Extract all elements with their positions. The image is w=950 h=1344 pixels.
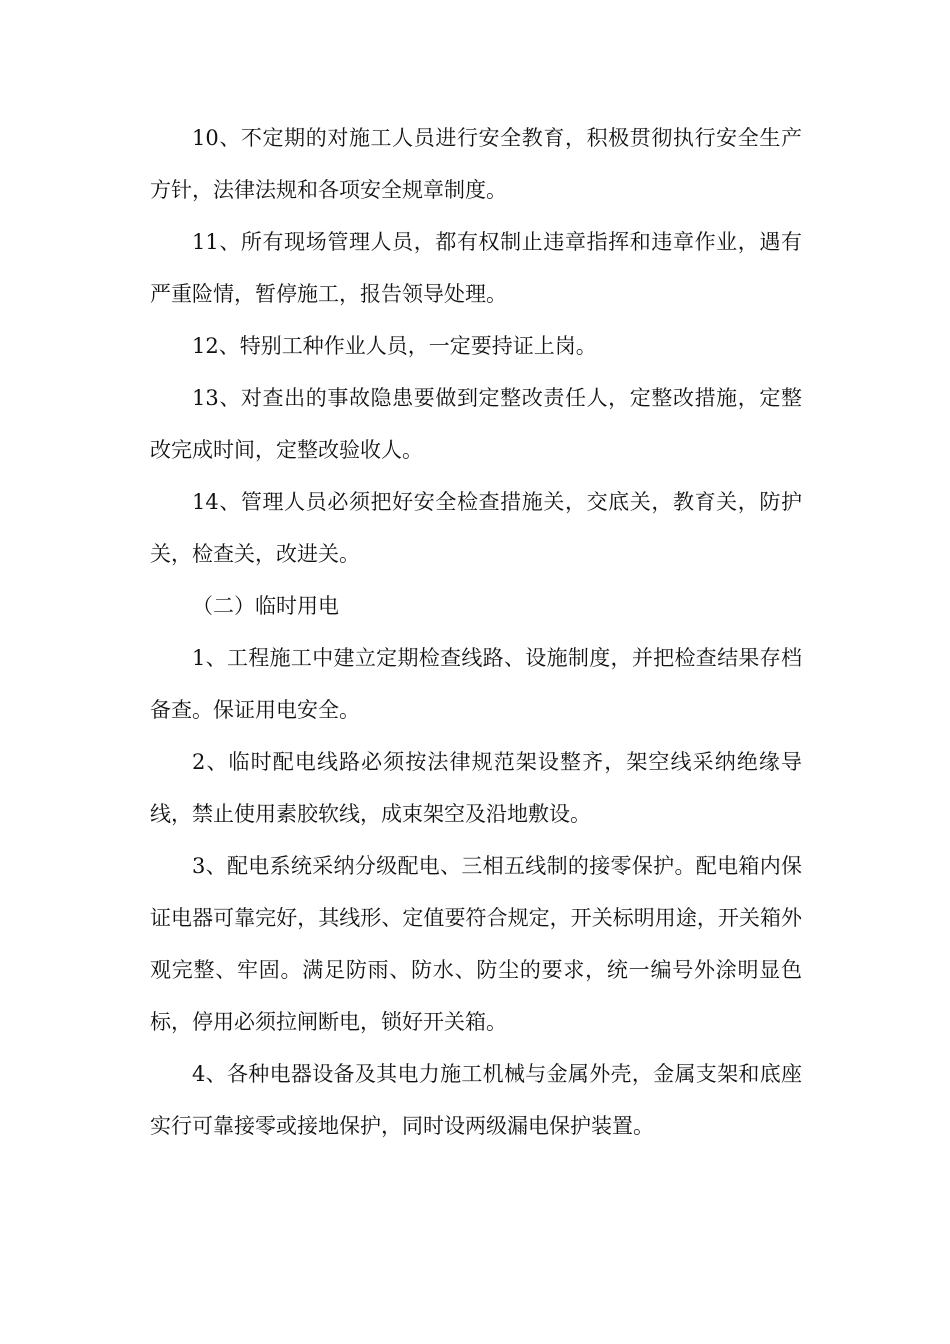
section-heading-temporary-power: （二）临时用电 xyxy=(192,594,339,618)
section-paragraph-2: 2、临时配电线路必须按法律规范架设整齐，架空线采纳绝缘导线，禁止使用素胶软线，成束架空及沿地敷设。 xyxy=(150,750,802,826)
paragraph-10: 10、不定期的对施工人员进行安全教育，积极贯彻执行安全生产方针，法律法规和各项安全规章制度。 xyxy=(150,126,802,202)
paragraph-11: 11、所有现场管理人员，都有权制止违章指挥和违章作业，遇有严重险情，暂停施工，报告领导处理。 xyxy=(150,230,802,306)
section-paragraph-3: 3、配电系统采纳分级配电、三相五线制的接零保护。配电箱内保证电器可靠完好，其线形、定值要符合规定，开关标明用途，开关箱外观完整、牢固。满足防雨、防水、防尘的要求，统一编号外涂明显色标，停用必须拉闸断电，锁好开关箱。 xyxy=(150,854,802,1034)
paragraph-12: 12、特别工种作业人员，一定要持证上岗。 xyxy=(192,334,597,358)
paragraph-13: 13、对查出的事故隐患要做到定整改责任人，定整改措施，定整改完成时间，定整改验收人。 xyxy=(150,386,802,462)
paragraph-14: 14、管理人员必须把好安全检查措施关，交底关，教育关，防护关，检查关，改进关。 xyxy=(150,490,802,566)
section-paragraph-4: 4、各种电器设备及其电力施工机械与金属外壳，金属支架和底座实行可靠接零或接地保护，同时设两级漏电保护装置。 xyxy=(150,1062,802,1138)
document-body xyxy=(150,112,802,1152)
section-paragraph-1: 1、工程施工中建立定期检查线路、设施制度，并把检查结果存档备查。保证用电安全。 xyxy=(150,646,802,722)
